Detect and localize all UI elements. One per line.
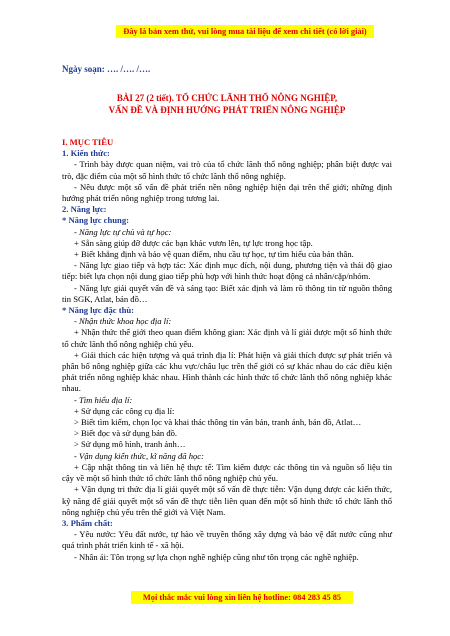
body-paragraph: + Giải thích các hiện tượng và quá trình địa lí: Phát hiện và giải thích được sự phát triển và phân bố nông nghiệp giữa các khu vực/châu lục trên thế giới có sự khác nhau do các điều kiện phát triển nông nghiệp khác nhau. Hình thành các hình thức tổ chức lãnh thổ nông nghiệp khác nhau. (62, 349, 392, 394)
preview-banner: Đây là bản xem thử, vui lòng mua tài liệu để xem chi tiết (có lời giải) (116, 25, 374, 38)
body-paragraph: - Nhân ái: Tôn trọng sự lựa chọn nghề nghiệp cũng như tôn trọng các nghề nghiệp. (74, 551, 359, 562)
subsection-label: - Tìm hiểu địa lí: (74, 394, 133, 405)
body-paragraph: > Biết đọc và sử dụng bản đồ. (74, 428, 178, 439)
section-heading: I. MỤC TIÊU (62, 137, 114, 147)
lesson-body (62, 137, 392, 563)
body-paragraph: + Sử dụng các công cụ địa lí: (74, 405, 175, 416)
section-heading: 3. Phẩm chất: (62, 517, 113, 528)
body-paragraph: - Yêu nước: Yêu đất nước, tự hào về truyền thống xây dựng và bảo vệ đất nước cũng như quá trình phát triển kinh tế - xã hội. (62, 529, 392, 551)
section-heading: 2. Năng lực: (62, 204, 107, 215)
body-paragraph: - Năng lực giải quyết vấn đề và sáng tạo: Biết xác định và làm rõ thông tin từ nguồn thông tin SGK, Atlat, bản đồ… (62, 282, 392, 304)
section-heading: 1. Kiến thức: (62, 148, 110, 159)
subsection-label: - Năng lực tự chủ và tự học: (74, 226, 172, 237)
body-paragraph: + Cập nhật thông tin và liên hệ thực tế: Tìm kiếm được các thông tin và nguồn số liệu tin cậy về một số hình thức tổ chức lãnh thổ nông nghiệp chủ yếu. (62, 461, 392, 484)
lesson-title-line-2: VẤN ĐỀ VÀ ĐỊNH HƯỚNG PHÁT TRIỂN NÔNG NGHIỆP (108, 105, 346, 115)
body-paragraph: - Nêu được một số vấn đề phát triển nền nông nghiệp hiện đại trên thế giới; những định hướng phát triển nông nghiệp trong tương lai. (62, 181, 392, 204)
body-paragraph: > Biết tìm kiếm, chọn lọc và khai thác thông tin văn bản, tranh ảnh, bản đồ, Atlat… (74, 417, 362, 428)
lesson-title-line-1: BÀI 27 (2 tiết). TỔ CHỨC LÃNH THỔ NÔNG NGHIỆP, (116, 93, 338, 103)
body-paragraph: + Vận dụng tri thức địa lí giải quyết một số vấn đề thực tiễn: Vận dụng được các kiến thức, kỹ năng để giải quyết một số vấn đề thực tiễn liên quan đến một số hình thức tổ chức lãnh thổ nông nghiệp chủ yếu trên thế giới và Việt Nam. (62, 484, 392, 517)
subsection-label: - Vận dụng kiến thức, kĩ năng đã học: (74, 450, 204, 461)
body-paragraph: - Năng lực giao tiếp và hợp tác: Xác định mục đích, nội dung, phương tiện và thái độ giao tiếp: biết lựa chọn nội dung giao tiếp phù hợp với hình thức hoạt động cá nhân/cặp/nhóm. (62, 260, 392, 282)
body-paragraph: + Sẵn sàng giúp đỡ được các bạn khác vươn lên, tự lực trong học tập. (74, 237, 313, 248)
body-paragraph: + Nhận thức thế giới theo quan điểm không gian: Xác định và lí giải được một số hình thức tổ chức lãnh thổ nông nghiệp chủ yếu. (62, 327, 392, 349)
section-heading: * Năng lực chung: (62, 215, 129, 226)
body-paragraph: - Trình bày được quan niệm, vai trò của tổ chức lãnh thổ nông nghiệp; phân biệt được vai trò, đặc điểm của một số hình thức tổ chức lãnh thổ nông nghiệp. (62, 159, 392, 181)
date-line: Ngày soạn: …. /…. /…. (62, 64, 151, 74)
body-paragraph: > Sử dụng mô hình, tranh ảnh… (74, 439, 186, 450)
body-paragraph: + Biết khẳng định và bảo vệ quan điểm, nhu cầu tự học, tự tìm hiểu của bản thân. (74, 249, 354, 260)
hotline-footer: Mọi thắc mắc vui lòng xin liên hệ hotline: 084 283 45 85 (131, 591, 353, 604)
section-heading: * Năng lực đặc thù: (62, 305, 135, 316)
subsection-label: - Nhận thức khoa học địa lí: (74, 316, 172, 327)
